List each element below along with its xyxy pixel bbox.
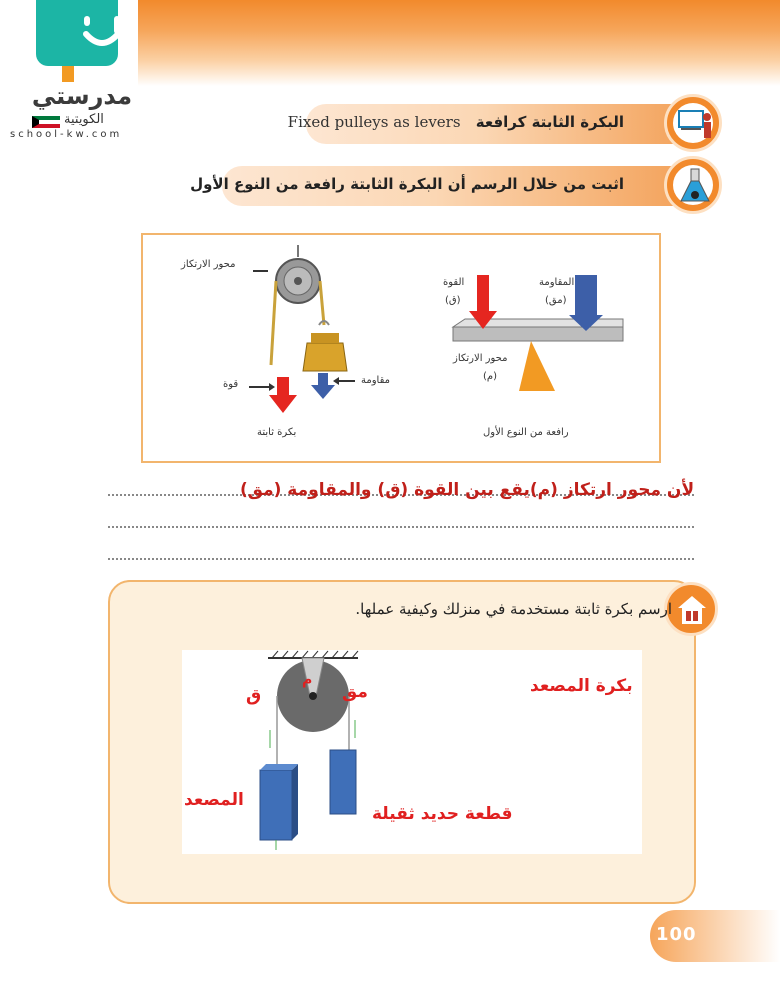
label-m: م: [302, 672, 313, 688]
header-ar: البكرة الثابتة كرافعة: [475, 113, 624, 131]
logo-name: مدرستي: [31, 82, 133, 110]
header2-text: اثبت من خلال الرسم أن البكرة الثابتة رافعة من النوع الأول: [190, 175, 624, 193]
kuwait-flag-icon: [32, 116, 60, 128]
label-elevator-pulley: بكرة المصعد: [530, 676, 633, 696]
section-header-fixed-pulleys: [287, 104, 696, 144]
answer-text: لأن محور ارتكاز (م)يقع بين القوة (ق) والمقاومة (مق): [240, 480, 695, 500]
label-force: قوة: [223, 379, 239, 390]
page-number: 100: [656, 924, 697, 945]
logo-url: school-kw.com: [10, 129, 123, 140]
logo: [10, 0, 142, 140]
activity-prompt: ارسم بكرة ثابتة مستخدمة في منزلك وكيفية عملها.: [355, 600, 672, 618]
logo-face-icon: [80, 14, 124, 50]
header-en: Fixed pulleys as levers: [287, 113, 461, 131]
label-lever-force: القوة: [443, 277, 465, 288]
logo-tab: [62, 66, 74, 82]
section-header-prove: [190, 166, 696, 206]
logo-box: [36, 0, 118, 66]
label-elevator: المصعد: [184, 790, 244, 810]
house-icon: [664, 582, 718, 636]
caption-fixed-pulley: بكرة ثابتة: [257, 427, 297, 438]
label-pulley-axis: محور الارتكاز: [181, 259, 236, 270]
label-heavy-iron: قطعة حديد ثقيلة: [372, 804, 513, 824]
teacher-board-icon: [664, 94, 722, 152]
top-banner: [138, 0, 780, 86]
flask-icon: [664, 156, 722, 214]
answer-line-3: [108, 558, 694, 560]
label-lever-res: المقاومة: [539, 277, 575, 288]
label-lever-axis: محور الارتكاز: [453, 353, 508, 364]
label-resistance: مقاومة: [361, 375, 391, 386]
label-mq: مق: [342, 682, 368, 702]
page-number-badge: [650, 910, 780, 962]
logo-subtitle: الكويتية: [64, 112, 104, 127]
label-q: ق: [246, 686, 262, 706]
caption-first-class-lever: رافعة من النوع الأول: [483, 427, 569, 438]
label-lever-res-sym: (مق): [545, 295, 567, 306]
figure-pulley-lever: [141, 233, 661, 463]
answer-line-2: [108, 526, 694, 528]
label-lever-force-sym: (ق): [445, 295, 461, 306]
label-lever-axis-sym: (م): [483, 371, 497, 382]
elevator-pulley-drawing: [182, 650, 642, 854]
